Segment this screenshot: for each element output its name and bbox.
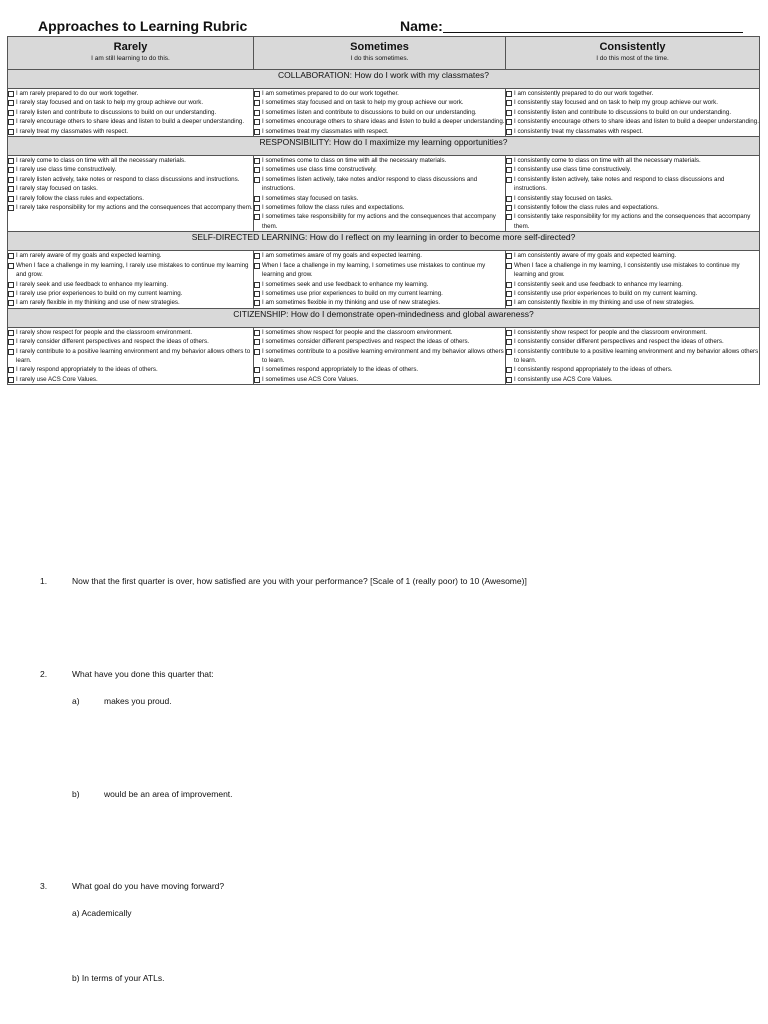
checkbox-criterion[interactable]: I sometimes use prior experiences to build on my current learning. bbox=[254, 289, 505, 298]
criteria-cell bbox=[506, 156, 760, 232]
section-title-responsibility: RESPONSIBILITY: How do I maximize my learning opportunities? bbox=[8, 137, 760, 156]
checkbox-criterion[interactable]: I rarely listen actively, take notes or respond to class discussions and instructions. bbox=[8, 175, 253, 184]
checkbox-criterion[interactable]: I sometimes stay focused and on task to help my group achieve our work. bbox=[254, 98, 505, 107]
checkbox-criterion[interactable]: I sometimes come to class on time with all the necessary materials. bbox=[254, 156, 505, 165]
checkbox-criterion[interactable]: I consistently come to class on time with all the necessary materials. bbox=[506, 156, 759, 165]
section-title-collaboration: COLLABORATION: How do I work with my classmates? bbox=[8, 70, 760, 89]
checkbox-criterion[interactable]: I consistently listen actively, take notes and respond to class discussions and instructions. bbox=[506, 175, 759, 194]
checkbox-criterion[interactable]: I sometimes listen and contribute to discussions to build on our understanding. bbox=[254, 108, 505, 117]
checkbox-criterion[interactable]: I rarely treat my classmates with respect. bbox=[8, 127, 253, 136]
criteria-cell bbox=[506, 327, 760, 384]
criteria-list bbox=[506, 156, 759, 231]
checkbox-criterion[interactable]: I consistently use prior experiences to build on my current learning. bbox=[506, 289, 759, 298]
checkbox-criterion[interactable]: I consistently stay focused on tasks. bbox=[506, 194, 759, 203]
checkbox-criterion[interactable]: I consistently use class time constructively. bbox=[506, 165, 759, 174]
checkbox-criterion[interactable]: I consistently listen and contribute to discussions to build on our understanding. bbox=[506, 108, 759, 117]
checkbox-criterion[interactable]: I am sometimes aware of my goals and expected learning. bbox=[254, 251, 505, 260]
level-description: I do this most of the time. bbox=[596, 55, 669, 62]
question-2 bbox=[40, 669, 740, 681]
name-label: Name: bbox=[400, 18, 443, 34]
checkbox-criterion[interactable]: I sometimes contribute to a positive learning environment and my behavior allows others to learn. bbox=[254, 347, 505, 366]
checkbox-criterion[interactable]: I rarely use class time constructively. bbox=[8, 165, 253, 174]
checkbox-criterion[interactable]: I rarely follow the class rules and expectations. bbox=[8, 194, 253, 203]
checkbox-criterion[interactable]: I am consistently prepared to do our work together. bbox=[506, 89, 759, 98]
column-header-rarely bbox=[8, 37, 254, 70]
level-label: Consistently bbox=[599, 41, 666, 53]
checkbox-criterion[interactable]: I consistently show respect for people and the classroom environment. bbox=[506, 328, 759, 337]
checkbox-criterion[interactable]: I rarely stay focused on tasks. bbox=[8, 184, 253, 193]
checkbox-criterion[interactable]: I sometimes seek and use feedback to enhance my learning. bbox=[254, 280, 505, 289]
page-header bbox=[38, 16, 728, 38]
checkbox-criterion[interactable]: I sometimes stay focused on tasks. bbox=[254, 194, 505, 203]
checkbox-criterion[interactable]: I rarely come to class on time with all the necessary materials. bbox=[8, 156, 253, 165]
section-header-row bbox=[8, 70, 760, 89]
name-line bbox=[443, 32, 743, 33]
checkbox-criterion[interactable]: I sometimes listen actively, take notes and/or respond to class discussions and instructions. bbox=[254, 175, 505, 194]
criteria-list bbox=[254, 156, 505, 231]
rubric-table bbox=[7, 36, 760, 385]
criteria-list bbox=[254, 328, 505, 384]
criteria-cell bbox=[8, 327, 254, 384]
section-title-citizenship: CITIZENSHIP: How do I demonstrate open-mindedness and global awareness? bbox=[8, 308, 760, 327]
checkbox-criterion[interactable]: I sometimes use class time constructively. bbox=[254, 165, 505, 174]
column-header-sometimes bbox=[254, 37, 506, 70]
checkbox-criterion[interactable]: I consistently follow the class rules and expectations. bbox=[506, 203, 759, 212]
criteria-list bbox=[8, 156, 253, 212]
checkbox-criterion[interactable]: I consistently consider different perspectives and respect the ideas of others. bbox=[506, 337, 759, 346]
question-3b bbox=[72, 973, 472, 985]
question-3 bbox=[40, 881, 740, 893]
level-label: Sometimes bbox=[350, 41, 409, 53]
checkbox-criterion[interactable]: I consistently contribute to a positive learning environment and my behavior allows others to learn. bbox=[506, 347, 759, 366]
section-criteria-row bbox=[8, 251, 760, 308]
criteria-cell bbox=[8, 251, 254, 308]
checkbox-criterion[interactable]: I am rarely prepared to do our work together. bbox=[8, 89, 253, 98]
column-header-row bbox=[8, 37, 760, 70]
criteria-cell bbox=[506, 251, 760, 308]
checkbox-criterion[interactable]: I rarely listen and contribute to discussions to build on our understanding. bbox=[8, 108, 253, 117]
criteria-list bbox=[506, 251, 759, 307]
checkbox-criterion[interactable]: I rarely take responsibility for my actions and the consequences that accompany them. bbox=[8, 203, 253, 212]
checkbox-criterion[interactable]: I am rarely aware of my goals and expected learning. bbox=[8, 251, 253, 260]
checkbox-criterion[interactable]: I rarely encourage others to share ideas and listen to build a deeper understanding. bbox=[8, 117, 253, 126]
checkbox-criterion[interactable]: I sometimes take responsibility for my actions and the consequences that accompany them. bbox=[254, 212, 505, 231]
section-header-row bbox=[8, 308, 760, 327]
criteria-cell bbox=[254, 251, 506, 308]
question-2a bbox=[72, 696, 472, 708]
checkbox-criterion[interactable]: I sometimes treat my classmates with respect. bbox=[254, 127, 505, 136]
sub-text: a) Academically bbox=[72, 908, 132, 918]
criteria-cell bbox=[8, 156, 254, 232]
question-text: What goal do you have moving forward? bbox=[72, 881, 225, 891]
checkbox-criterion[interactable]: I sometimes encourage others to share ideas and listen to build a deeper understanding. bbox=[254, 117, 505, 126]
checkbox-criterion[interactable]: I consistently seek and use feedback to enhance my learning. bbox=[506, 280, 759, 289]
checkbox-criterion[interactable]: When I face a challenge in my learning, I consistently use mistakes to continue my learning and grow. bbox=[506, 261, 759, 280]
criteria-list bbox=[8, 89, 253, 136]
question-text: What have you done this quarter that: bbox=[72, 669, 214, 679]
checkbox-criterion[interactable]: When I face a challenge in my learning, I sometimes use mistakes to continue my learning and grow. bbox=[254, 261, 505, 280]
section-criteria-row bbox=[8, 327, 760, 384]
checkbox-criterion[interactable]: I am sometimes prepared to do our work together. bbox=[254, 89, 505, 98]
checkbox-criterion[interactable]: I rarely contribute to a positive learning environment and my behavior allows others to learn. bbox=[8, 347, 253, 366]
question-number: 1. bbox=[40, 576, 48, 586]
checkbox-criterion[interactable]: I am consistently flexible in my thinking and use of new strategies. bbox=[506, 298, 759, 307]
level-label: Rarely bbox=[113, 41, 148, 53]
checkbox-criterion[interactable]: I sometimes follow the class rules and expectations. bbox=[254, 203, 505, 212]
checkbox-criterion[interactable]: I consistently use ACS Core Values. bbox=[506, 375, 759, 384]
section-header-row bbox=[8, 137, 760, 156]
level-description: I am still learning to do this. bbox=[91, 55, 170, 62]
checkbox-criterion[interactable]: I sometimes use ACS Core Values. bbox=[254, 375, 505, 384]
checkbox-criterion[interactable]: I am consistently aware of my goals and expected learning. bbox=[506, 251, 759, 260]
question-number: 3. bbox=[40, 881, 48, 891]
checkbox-criterion[interactable]: I sometimes consider different perspectives and respect the ideas of others. bbox=[254, 337, 505, 346]
question-number: 2. bbox=[40, 669, 48, 679]
question-3a bbox=[72, 908, 472, 920]
checkbox-criterion[interactable]: I consistently treat my classmates with respect. bbox=[506, 127, 759, 136]
checkbox-criterion[interactable]: I rarely show respect for people and the classroom environment. bbox=[8, 328, 253, 337]
section-criteria-row bbox=[8, 156, 760, 232]
criteria-cell bbox=[254, 89, 506, 137]
criteria-cell bbox=[254, 327, 506, 384]
sub-text: b) In terms of your ATLs. bbox=[72, 973, 165, 983]
criteria-cell bbox=[8, 89, 254, 137]
checkbox-criterion[interactable]: I am rarely flexible in my thinking and use of new strategies. bbox=[8, 298, 253, 307]
criteria-list bbox=[254, 89, 505, 136]
criteria-cell bbox=[254, 156, 506, 232]
checkbox-criterion[interactable]: I am sometimes flexible in my thinking and use of new strategies. bbox=[254, 298, 505, 307]
criteria-list bbox=[506, 89, 759, 136]
checkbox-criterion[interactable]: I rarely seek and use feedback to enhance my learning. bbox=[8, 280, 253, 289]
checkbox-criterion[interactable]: I consistently stay focused and on task to help my group achieve our work. bbox=[506, 98, 759, 107]
checkbox-criterion[interactable]: I rarely stay focused and on task to help my group achieve our work. bbox=[8, 98, 253, 107]
checkbox-criterion[interactable]: I consistently take responsibility for my actions and the consequences that accompany them. bbox=[506, 212, 759, 231]
rubric-body bbox=[8, 70, 760, 385]
sub-text: would be an area of improvement. bbox=[104, 789, 233, 799]
column-header-consistently bbox=[506, 37, 760, 70]
section-header-row bbox=[8, 232, 760, 251]
question-text: Now that the first quarter is over, how satisfied are you with your performance? [Scale of 1 (really poor) to 10 (Awesome)] bbox=[72, 576, 527, 586]
sub-text: makes you proud. bbox=[104, 696, 172, 706]
sub-letter: a) bbox=[72, 696, 80, 706]
checkbox-criterion[interactable]: I rarely use prior experiences to build on my current learning. bbox=[8, 289, 253, 298]
section-criteria-row bbox=[8, 89, 760, 137]
criteria-cell bbox=[506, 89, 760, 137]
checkbox-criterion[interactable]: I sometimes respond appropriately to the ideas of others. bbox=[254, 365, 505, 374]
criteria-list bbox=[254, 251, 505, 307]
criteria-list bbox=[8, 328, 253, 384]
checkbox-criterion[interactable]: I consistently encourage others to share ideas and listen to build a deeper understanding. bbox=[506, 117, 759, 126]
level-description: I do this sometimes. bbox=[350, 55, 409, 62]
criteria-list bbox=[8, 251, 253, 307]
section-title-self-directed-learning: SELF-DIRECTED LEARNING: How do I reflect on my learning in order to become more self-directed? bbox=[8, 232, 760, 251]
question-2b bbox=[72, 789, 472, 801]
sub-letter: b) bbox=[72, 789, 80, 799]
checkbox-criterion[interactable]: I rarely consider different perspectives and respect the ideas of others. bbox=[8, 337, 253, 346]
checkbox-criterion[interactable]: I consistently respond appropriately to the ideas of others. bbox=[506, 365, 759, 374]
checkbox-criterion[interactable]: I sometimes show respect for people and the classroom environment. bbox=[254, 328, 505, 337]
question-1 bbox=[40, 576, 740, 588]
criteria-list bbox=[506, 328, 759, 384]
checkbox-criterion[interactable]: When I face a challenge in my learning, I rarely use mistakes to continue my learning and grow. bbox=[8, 261, 253, 280]
checkbox-criterion[interactable]: I rarely respond appropriately to the ideas of others. bbox=[8, 365, 253, 374]
rubric-title: Approaches to Learning Rubric bbox=[38, 18, 248, 34]
checkbox-criterion[interactable]: I rarely use ACS Core Values. bbox=[8, 375, 253, 384]
